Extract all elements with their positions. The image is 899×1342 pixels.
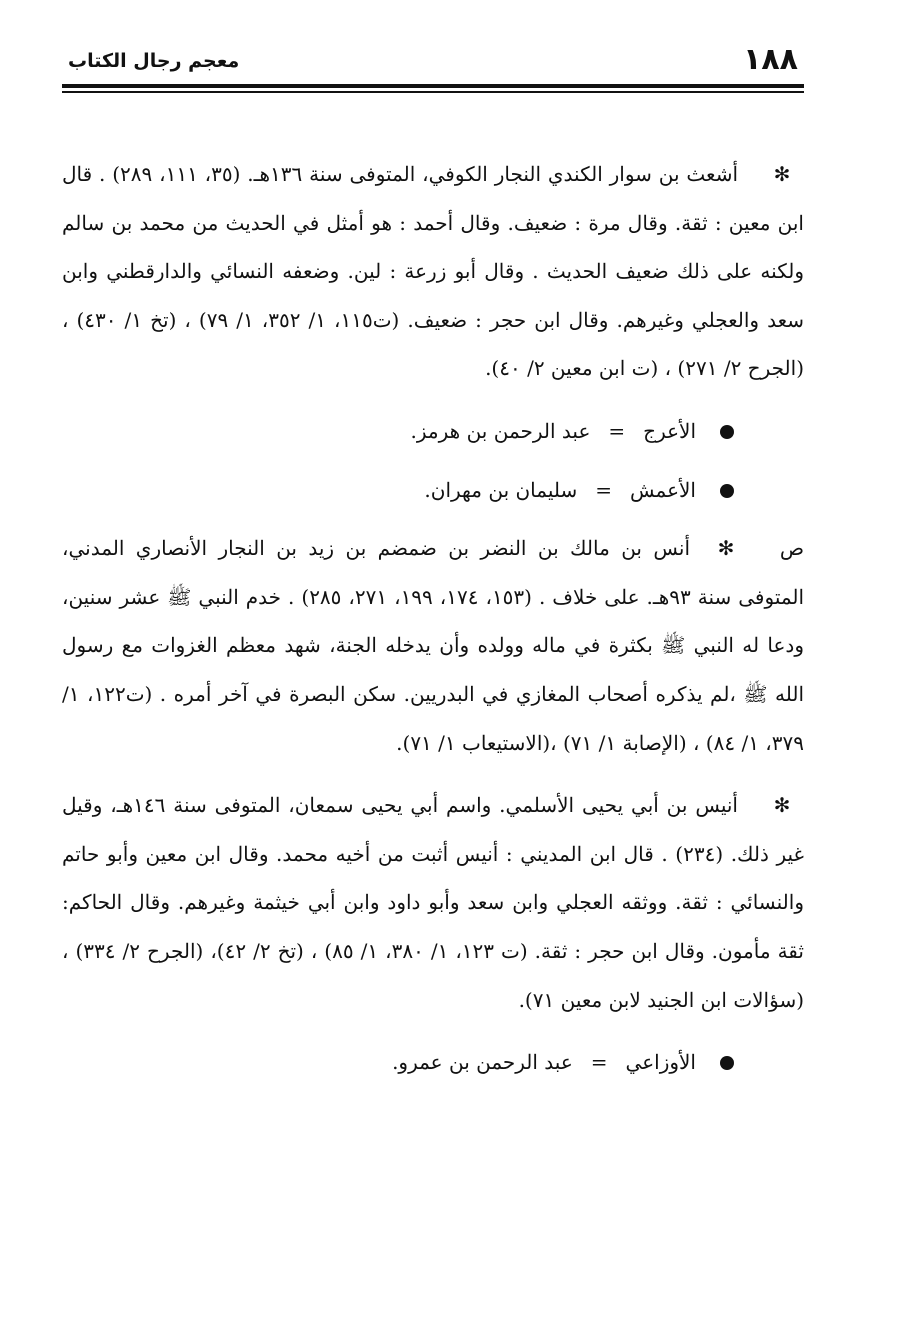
entry-anas xyxy=(62,524,804,767)
entry-unais xyxy=(62,781,804,1024)
star-icon: ✻ xyxy=(773,162,791,186)
list-item-aamash xyxy=(62,466,804,515)
entry-ashath xyxy=(62,150,804,393)
bullet-dot-icon xyxy=(720,425,734,439)
header-rule-thick xyxy=(62,84,804,88)
entry-text: أنس بن مالك بن النضر بن ضمضم بن زيد بن النجار الأنصاري المدني، المتوفى سنة ٩٣هـ. على خلاف . (١٥٣، ١٧٤، ١٩٩، ٢٧١، ٢٨٥) . خدم النبي ﷺ عشر سنين، ودعا له النبي ﷺ بكثرة في ماله وولده وأن يدخله الجنة، شهد معظم الغزوات مع رسول الله ﷺ ،لم يذكره أصحاب المغازي في البدريين. سكن البصرة في آخر أمره . (ت١٢٢، ١/ ٣٧٩، ١/ ٨٤) ، (الإصابة ١/ ٧١) ،(الاستيعاب ١/ ٧١). xyxy=(62,536,805,755)
entry-text: أنيس بن أبي يحيى الأسلمي. واسم أبي يحيى سمعان، المتوفى سنة ١٤٦هـ، وقيل غير ذلك. (٢٣٤) . قال ابن المديني : أنيس أثبت من أخيه محمد. وقال ابن معين وأبو حاتم والنسائي : ثقة. ووثقه العجلي وابن سعد وأبو داود وابن أبي خيثمة وغيرهم. وقال الحاكم: ثقة مأمون. وقال ابن حجر : ثقة. (ت ١٢٣، ١/ ٣٨٠، ١/ ٨٥) ، (تخ ٢/ ٤٢)، (الجرح ٢/ ٣٣٤) ، (سؤالات ابن الجنيد لابن معين ٧١). xyxy=(62,793,804,1012)
alias-value: عبد الرحمن بن عمرو. xyxy=(392,1050,573,1075)
equals-sign: = xyxy=(595,477,613,502)
list-item-aaraj xyxy=(62,407,804,456)
equals-sign: = xyxy=(608,418,626,443)
bullet-dot-icon xyxy=(720,484,734,498)
list-item-awzai xyxy=(62,1038,804,1087)
alias-term: الأعمش xyxy=(630,477,696,502)
alias-value: سليمان بن مهران. xyxy=(424,477,578,502)
page-header xyxy=(62,40,804,90)
alias-term: الأعرج xyxy=(643,418,696,443)
alias-term: الأوزاعي xyxy=(625,1050,696,1075)
header-rule-thin xyxy=(62,91,804,93)
star-icon: ✻ xyxy=(717,536,735,561)
equals-sign: = xyxy=(590,1050,608,1075)
alias-value: عبد الرحمن بن هرمز. xyxy=(410,418,591,443)
bullet-dot-icon xyxy=(720,1056,734,1070)
entry-text: أشعث بن سوار الكندي النجار الكوفي، المتوفى سنة ١٣٦هـ. (٣٥، ١١١، ٢٨٩) . قال ابن معين : ثقة. وقال مرة : ضعيف. وقال أحمد : هو أمثل في الحديث من محمد بن سالم ولكنه على ذلك ضعيف الحديث . وقال أبو زرعة : لين. وضعفه النسائي والدارقطني وابن سعد والعجلي وغيرهم. وقال ابن حجر : ضعيف. (ت١١٥، ١/ ٣٥٢، ١/ ٧٩) ، (تخ ١/ ٤٣٠) ، (الجرح ٢/ ٢٧١) ، (ت ابن معين ٢/ ٤٠). xyxy=(62,162,805,381)
sahih-marker: ص xyxy=(779,536,804,561)
page-body xyxy=(62,150,804,1097)
running-title: معجم رجال الكتاب xyxy=(68,50,240,72)
page-number: ١٨٨ xyxy=(743,42,798,77)
star-icon: ✻ xyxy=(773,793,791,818)
